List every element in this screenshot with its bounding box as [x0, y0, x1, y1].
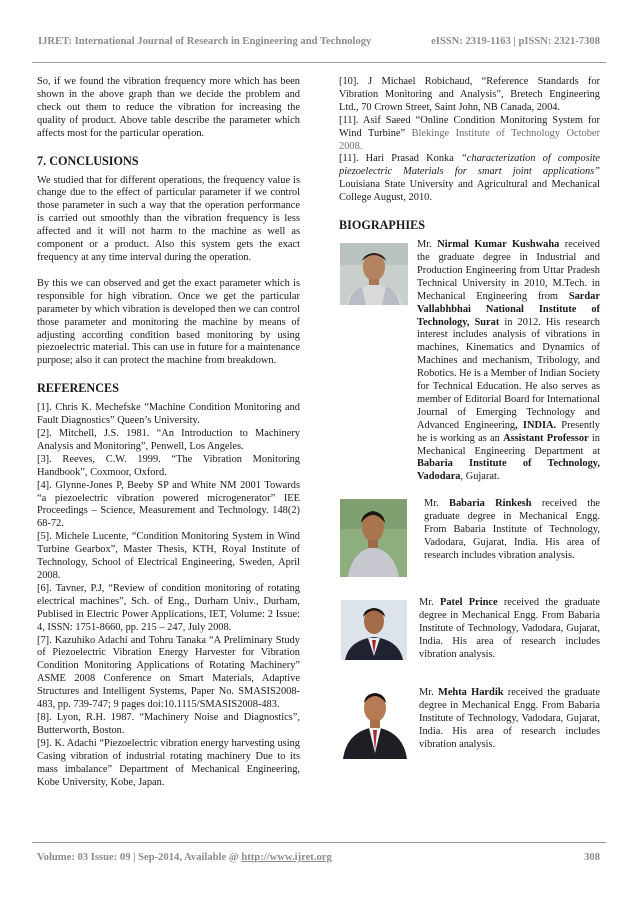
- reference-item: [10]. J Michael Robichaud, “Reference Standards for Vibration Monitoring and Analysis”, Bretech Engineering Ltd., 70 Crown Street, Saint John, NB Canada, 2004.: [339, 76, 600, 113]
- bio-text: received the graduate degree in Industrial and Production Engineering from Uttar Pradesh Technical University in 2010, M.Tech. in Mechanical Engineering from: [417, 239, 600, 302]
- reference-item: [8]. Lyon, R.H. 1987. “Machinery Noise and Diagnostics”, Butterworth, Boston.: [37, 711, 300, 736]
- reference-text: [11]. Asif Saeed “Online Condition Monitoring System for Wind Turbine”: [339, 114, 600, 139]
- author-name: Patel Prince: [439, 597, 498, 609]
- bio-text: in 2012. His research interest includes analysis of vibrations in machines, Kinematics and Dynamics of Machines and mechanism, Tribology, and Robotics. He is a Member of Indian Society for Technical Education. He also serves as member of Editorial Board for International Journal of Emerging Technology and Advanced Engineering: [417, 316, 600, 431]
- footer-volume: Volume: 03 Issue: 09 | Sep-2014, Available @: [37, 852, 242, 863]
- bio-prefix: Mr.: [417, 239, 438, 251]
- conclusions-heading: 7. CONCLUSIONS: [37, 153, 139, 168]
- left-column: [37, 76, 300, 789]
- right-column: [339, 76, 600, 773]
- reference-text: [11]. Hari Prasad Konka: [339, 153, 462, 165]
- biography-4: [339, 683, 600, 773]
- bio-text: , Gujarat.: [460, 471, 500, 483]
- reference-item: [9]. K. Adachi “Piezoelectric vibration energy harvesting using Casing vibration of industrial rotating machinery Due to its mass imbalance” Department of Mechanical Engineering, Kobe University, Kobe, Japan.: [37, 737, 300, 788]
- author-photo: [341, 600, 407, 660]
- reference-item: [1]. Chris K. Mechefske “Machine Condition Monitoring and Fault Diagnostics” Queen’s University.: [37, 402, 300, 427]
- intro-paragraph: So, if we found the vibration frequency more which has been shown in the above graph than we decide the problem and check out them to reduce the vibration for increasing the quality of product. Above table describe the parameter which affects most for the particular operation.: [37, 76, 300, 139]
- biography-3-text: [419, 597, 600, 662]
- biography-1: [339, 239, 600, 484]
- author-photo: [341, 683, 409, 759]
- bio-prefix: Mr.: [419, 597, 440, 609]
- bio-prefix: Mr.: [424, 498, 450, 510]
- institution-name: Babaria Institute of Technology, Vadodara: [417, 458, 600, 483]
- conclusions-paragraph-1: We studied that for different operations, the frequency value is change due to the effect of particular parameter if we control those parameter in such a way that the operation performance is carried out smoothly than the vibration frequency is less affected and it will not harm to the machine as well as component or a product. Also this system gets the exact frequency at any time interval during the operation.: [37, 174, 300, 263]
- biography-2-text: [424, 498, 600, 563]
- position-title: Assistant Professor: [503, 432, 589, 444]
- biography-3: [339, 597, 600, 683]
- reference-item: [339, 153, 600, 205]
- author-name: Babaria Rinkesh: [449, 498, 532, 510]
- journal-header: [38, 36, 600, 47]
- country: , INDIA.: [515, 419, 557, 431]
- journal-link[interactable]: http://www.ijret.org: [241, 852, 332, 863]
- reference-item: [3]. Reeves, C.W. 1999. “The Vibration Monitoring Handbook”, Coxmoor, Oxford.: [37, 453, 300, 478]
- bio-text: received the graduate degree in Mechanical Engg. From Babaria Institute of Technology, Vadodara, Gujarat, India. His area of research includes vibration analysis.: [424, 498, 600, 561]
- bio-text: received the graduate degree in Mechanical Engg. From Babaria Institute of Technology, Vadodara, Gujarat, India. His area of research includes vibration analysis.: [419, 597, 600, 660]
- reference-item: [5]. Michele Lucente, “Condition Monitoring System in Wind Turbine Gearbox”, Master Thesis, KTH, Royal Institute of Technology, School of Electrical Engineering, Sweden, April 2008.: [37, 531, 300, 581]
- biography-4-text: [419, 687, 600, 752]
- page-number: 308: [584, 852, 600, 863]
- bio-prefix: Mr.: [419, 687, 439, 699]
- reference-item: [4]. Glynne-Jones P, Beeby SP and White NM 2001 Towards “a piezoelectric vibration powered microgenerator” IEE Proceedings – Science, Measurement and Technology. 148(2) 68-72.: [37, 479, 300, 530]
- reference-item: [2]. Mitchell, J.S. 1981. “An Introduction to Machinery Analysis and Monitoring”, Penwell, Los Angeles.: [37, 428, 300, 452]
- reference-source: Blekinge Institute of Technology October 2008.: [339, 127, 600, 152]
- author-photo: [340, 243, 408, 305]
- journal-title: IJRET: International Journal of Research in Engineering and Technology: [38, 36, 372, 47]
- biography-2: [339, 498, 600, 586]
- bio-text: in Mechanical Engineering Department at: [417, 432, 600, 457]
- references-list: [37, 402, 300, 789]
- references-heading: REFERENCES: [37, 381, 119, 396]
- conclusions-paragraph-2: By this we can observed and get the exact parameter which is responsible for high vibration. Once we get the particular parameter by which vibration is developed then we can control those parameter and monitoring the machine by means of adjusting according condition based monitoring by using piezoelectric material. This can use in future for a maintenance purpose; also it can protect the machine from breakdown.: [37, 277, 300, 367]
- reference-item: [339, 115, 600, 154]
- reference-item: [6]. Tavner, P.J, “Review of condition monitoring of rotating electrical machines”, Sch. of Eng., Durham Univ., Durham, Publised in Electric Power Applications, IET, Volume: 2 Issue: 4, ISSN: 1751-8660, pp. 215 – 247, July 2008.: [37, 582, 300, 633]
- author-photo: [340, 499, 407, 577]
- page-footer: [37, 852, 600, 863]
- author-name: Nirmal Kumar Kushwaha: [437, 239, 560, 251]
- biographies-heading: BIOGRAPHIES: [339, 218, 426, 233]
- reference-source: Louisiana State University and Agricultural and Mechanical College August, 2010.: [339, 179, 600, 204]
- bio-text: Presently he is working as an: [417, 419, 600, 444]
- journal-issn: eISSN: 2319-1163 | pISSN: 2321-7308: [431, 36, 600, 47]
- reference-title: “characterization of composite piezoelectric Materials for smart joint applications”: [339, 153, 601, 178]
- bio-text: received the graduate degree in Mechanical Engg. From Babaria Institute of Technology, Vadodara, Gujarat, India. His area of research includes vibration analysis.: [419, 687, 600, 750]
- institution-name: Sardar Vallabhbhai National Institute of Technology, Surat: [417, 290, 600, 328]
- author-name: Mehta Hardik: [438, 687, 504, 699]
- footer-rule: [32, 842, 606, 843]
- reference-item: [7]. Kazuhiko Adachi and Tohru Tanaka “A Preliminary Study of Piezoelectric Vibration Energy Harvester for Vibration Condition Monitoring Applications of Rotating Machinery” ASME 2008 Conference on Smart Materials, Adaptive Structures and Intelligent Systems, Paper No. SMASIS2008-483, pp. 739-747; 9 pages doi:10.1115/SMASIS2008-483.: [37, 634, 300, 711]
- header-rule: [32, 62, 606, 63]
